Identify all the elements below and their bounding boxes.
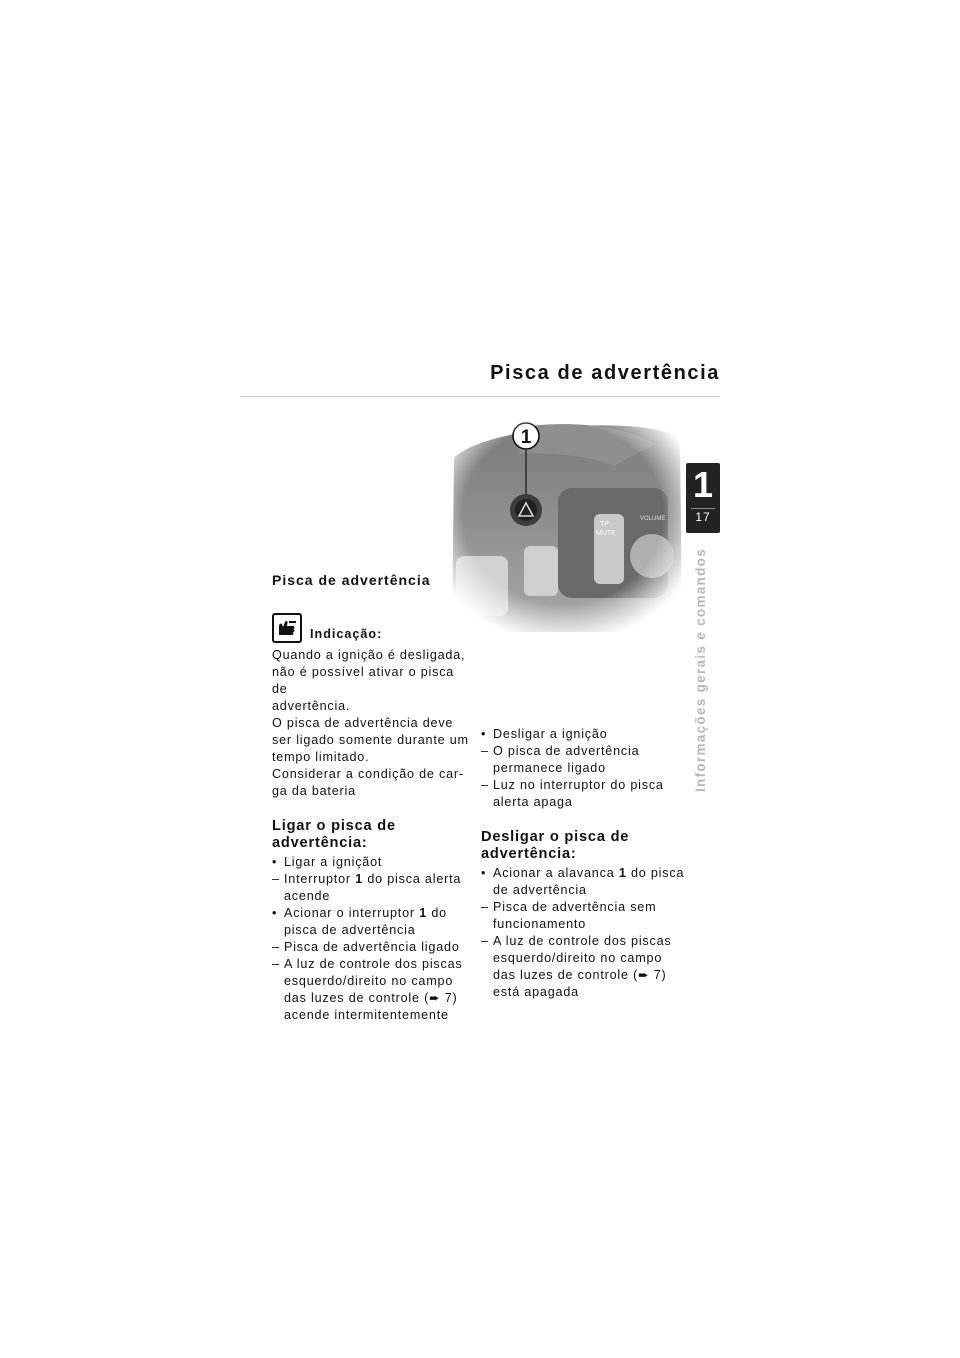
list-item: • Desligar a ignição	[481, 726, 686, 743]
chapter-divider	[691, 508, 715, 509]
list-item: – O pisca de advertência permanece ligado	[481, 743, 686, 777]
right-column	[481, 726, 686, 1001]
chapter-side-label: Informações gerais e comandos	[693, 547, 708, 793]
note-label: Indicação:	[310, 627, 383, 641]
list-item: – A luz de controle dos piscas esquerdo/direito no campo das luzes de controle (➨ 7) está apagada	[481, 933, 686, 1001]
switch-on-steps	[272, 854, 472, 1024]
note-hand-icon	[272, 613, 302, 643]
page-number: 17	[695, 510, 711, 524]
switch-off-heading: Desligar o pisca de advertência:	[481, 829, 630, 862]
left-column	[272, 572, 472, 1024]
note-text: Quando a ignição é desligada, não é possível ativar o pisca de advertência. O pisca de advertência deve ser ligado somente durante um tempo limitado. Considerar a condição de car- ga da bateria	[272, 648, 469, 798]
hazard-switch-photo	[444, 418, 682, 632]
page-title: Pisca de advertência	[490, 362, 720, 384]
list-item: – A luz de controle dos piscas esquerdo/direito no campo das luzes de controle (➨ 7) acende intermitentemente	[272, 956, 472, 1024]
note-header	[272, 613, 472, 643]
list-item: • Acionar o interruptor 1 do pisca de advertência	[272, 905, 472, 939]
switch-off-steps	[481, 865, 686, 1001]
section-title: Pisca de advertência	[272, 572, 431, 588]
ignition-off-steps	[481, 726, 686, 811]
list-item: – Pisca de advertência sem funcionamento	[481, 899, 686, 933]
chapter-number: 1	[692, 464, 714, 505]
list-item: – Pisca de advertência ligado	[272, 939, 472, 956]
list-item: – Interruptor 1 do pisca alerta acende	[272, 871, 472, 905]
switch-on-heading: Ligar o pisca de advertência:	[272, 818, 396, 851]
list-item: – Luz no interruptor do pisca alerta apaga	[481, 777, 686, 811]
list-item: • Acionar a alavanca 1 do pisca de advertência	[481, 865, 686, 899]
title-divider	[240, 396, 720, 397]
list-item: • Ligar a igniçãot	[272, 854, 472, 871]
